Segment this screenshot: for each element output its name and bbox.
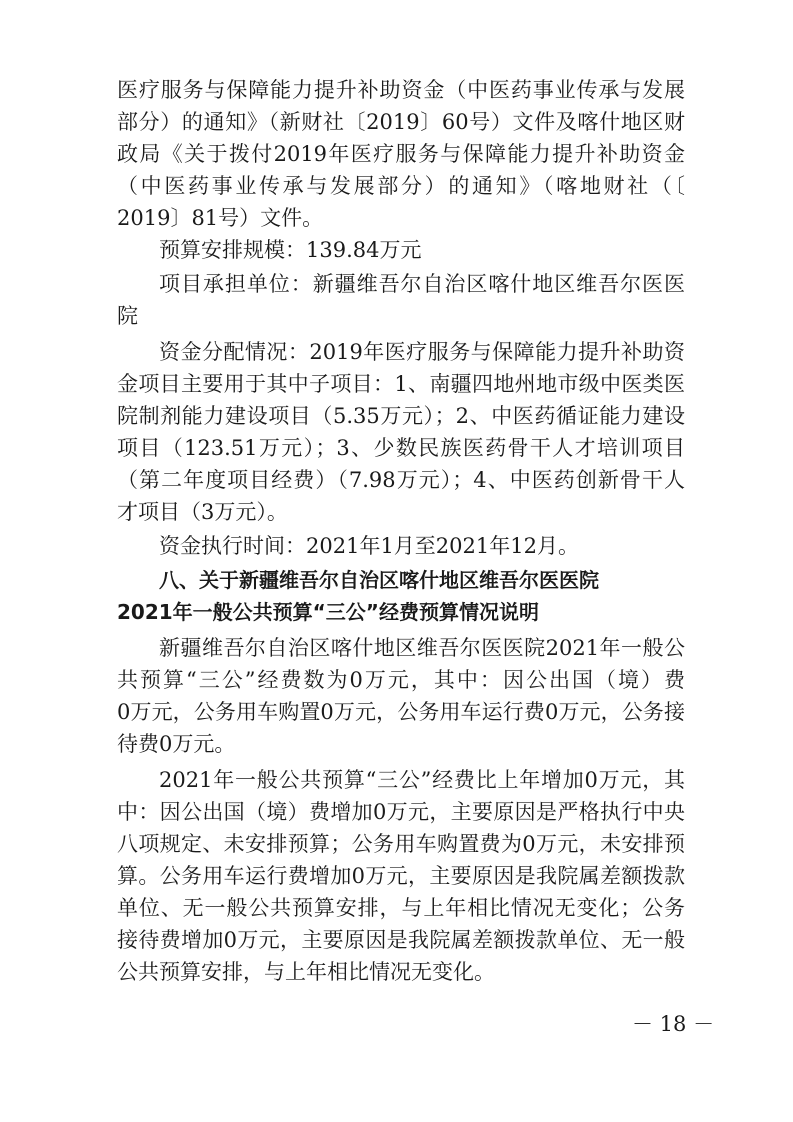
fund-allocation-line: 资金分配情况：2019年医疗服务与保障能力提升补助资	[159, 340, 685, 364]
text-line: 2019〕81号）文件。	[117, 206, 324, 230]
text-line: （中医药事业传承与发展部分）的通知》（喀地财社（〔	[117, 174, 685, 198]
text-line: 项目（123.51万元）；3、少数民族医药骨干人才培训项目	[117, 436, 685, 460]
text-line: 中：因公出国（境）费增加0万元，主要原因是严格执行中央	[117, 800, 685, 824]
text-line: 2021年一般公共预算“三公”经费比上年增加0万元，其	[159, 768, 685, 792]
text-line: 单位、无一般公共预算安排，与上年相比情况无变化；公务	[117, 896, 685, 920]
text-line: 新疆维吾尔自治区喀什地区维吾尔医医院2021年一般公	[159, 636, 685, 660]
text-line: 才项目（3万元）。	[117, 500, 288, 524]
text-line: 0万元，公务用车购置0万元，公务用车运行费0万元，公务接	[117, 700, 685, 724]
text-line: 公共预算安排，与上年相比情况无变化。	[117, 960, 495, 984]
page-number: － 18 －	[632, 1012, 715, 1036]
text-line: 院	[117, 304, 138, 328]
section-heading: 八、关于新疆维吾尔自治区喀什地区维吾尔医医院	[159, 568, 599, 592]
section-heading: 2021年一般公共预算“三公”经费预算情况说明	[117, 600, 539, 624]
text-line: 院制剂能力建设项目（5.35万元）；2、中医药循证能力建设	[117, 404, 685, 428]
text-line: 接待费增加0万元，主要原因是我院属差额拨款单位、无一般	[117, 928, 685, 952]
text-line: 金项目主要用于其中子项目：1、南疆四地州地市级中医类医	[117, 372, 685, 396]
text-line: 算。公务用车运行费增加0万元，主要原因是我院属差额拨款	[117, 864, 685, 888]
text-line: 政局《关于拨付2019年医疗服务与保障能力提升补助资金	[117, 142, 685, 166]
text-line: 待费0万元。	[117, 732, 236, 756]
project-unit-line: 项目承担单位：新疆维吾尔自治区喀什地区维吾尔医医	[159, 272, 685, 296]
text-line: 医疗服务与保障能力提升补助资金（中医药事业传承与发展	[117, 78, 685, 102]
budget-scale-line: 预算安排规模：139.84万元	[159, 238, 422, 262]
text-line: 共预算“三公”经费数为0万元，其中：因公出国（境）费	[117, 668, 685, 692]
text-line: 八项规定、未安排预算；公务用车购置费为0万元，未安排预	[117, 832, 685, 856]
text-line: （第二年度项目经费）（7.98万元）；4、中医药创新骨干人	[117, 468, 685, 492]
execution-time-line: 资金执行时间：2021年1月至2021年12月。	[159, 534, 579, 558]
text-line: 部分）的通知》（新财社〔2019〕60号）文件及喀什地区财	[117, 110, 685, 134]
